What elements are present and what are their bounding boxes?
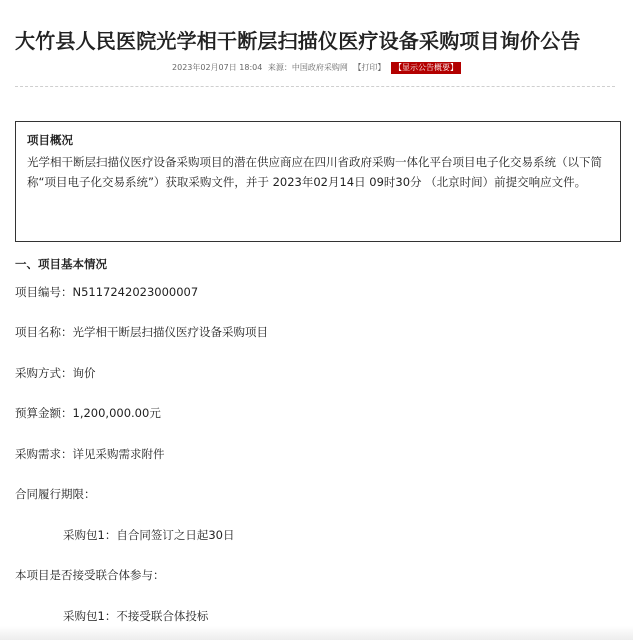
contract-period-value: 采购包1：自合同签订之日起30日 — [63, 528, 235, 542]
overview-text: 光学相干断层扫描仪医疗设备采购项目的潜在供应商应在四川省政府采购一体化平台项目电子化交易系统（以下简称“项目电子化交易系统”）获取采购文件，并于 2023年02月14日 09时30分 （北京时间）前提交响应文件。 — [27, 155, 602, 189]
project-number: 项目编号：N5117242023000007 — [15, 285, 199, 299]
overview-heading: 项目概况 — [27, 133, 73, 147]
consortium-label: 本项目是否接受联合体参与： — [15, 568, 165, 582]
bottom-fade — [0, 626, 633, 640]
contract-period-label: 合同履行期限： — [15, 487, 96, 501]
page-title: 大竹县人民医院光学相干断层扫描仪医疗设备采购项目询价公告 — [15, 29, 581, 54]
budget-amount: 预算金额：1,200,000.00元 — [15, 406, 161, 420]
article-meta — [0, 62, 633, 74]
consortium-value: 采购包1：不接受联合体投标 — [63, 609, 209, 623]
source-label: 来源：中国政府采购网 — [267, 63, 348, 72]
divider — [15, 86, 615, 87]
section-heading-basic-info: 一、项目基本情况 — [15, 257, 107, 271]
print-link[interactable]: 【打印】 — [353, 63, 386, 72]
publish-date: 2023年02月07日 18:04 — [172, 63, 263, 72]
procurement-requirement: 采购需求：详见采购需求附件 — [15, 447, 165, 461]
show-summary-button[interactable]: 【显示公告概要】 — [391, 62, 461, 74]
project-name: 项目名称：光学相干断层扫描仪医疗设备采购项目 — [15, 325, 268, 339]
project-overview-box — [15, 121, 621, 242]
procurement-method: 采购方式：询价 — [15, 366, 96, 380]
